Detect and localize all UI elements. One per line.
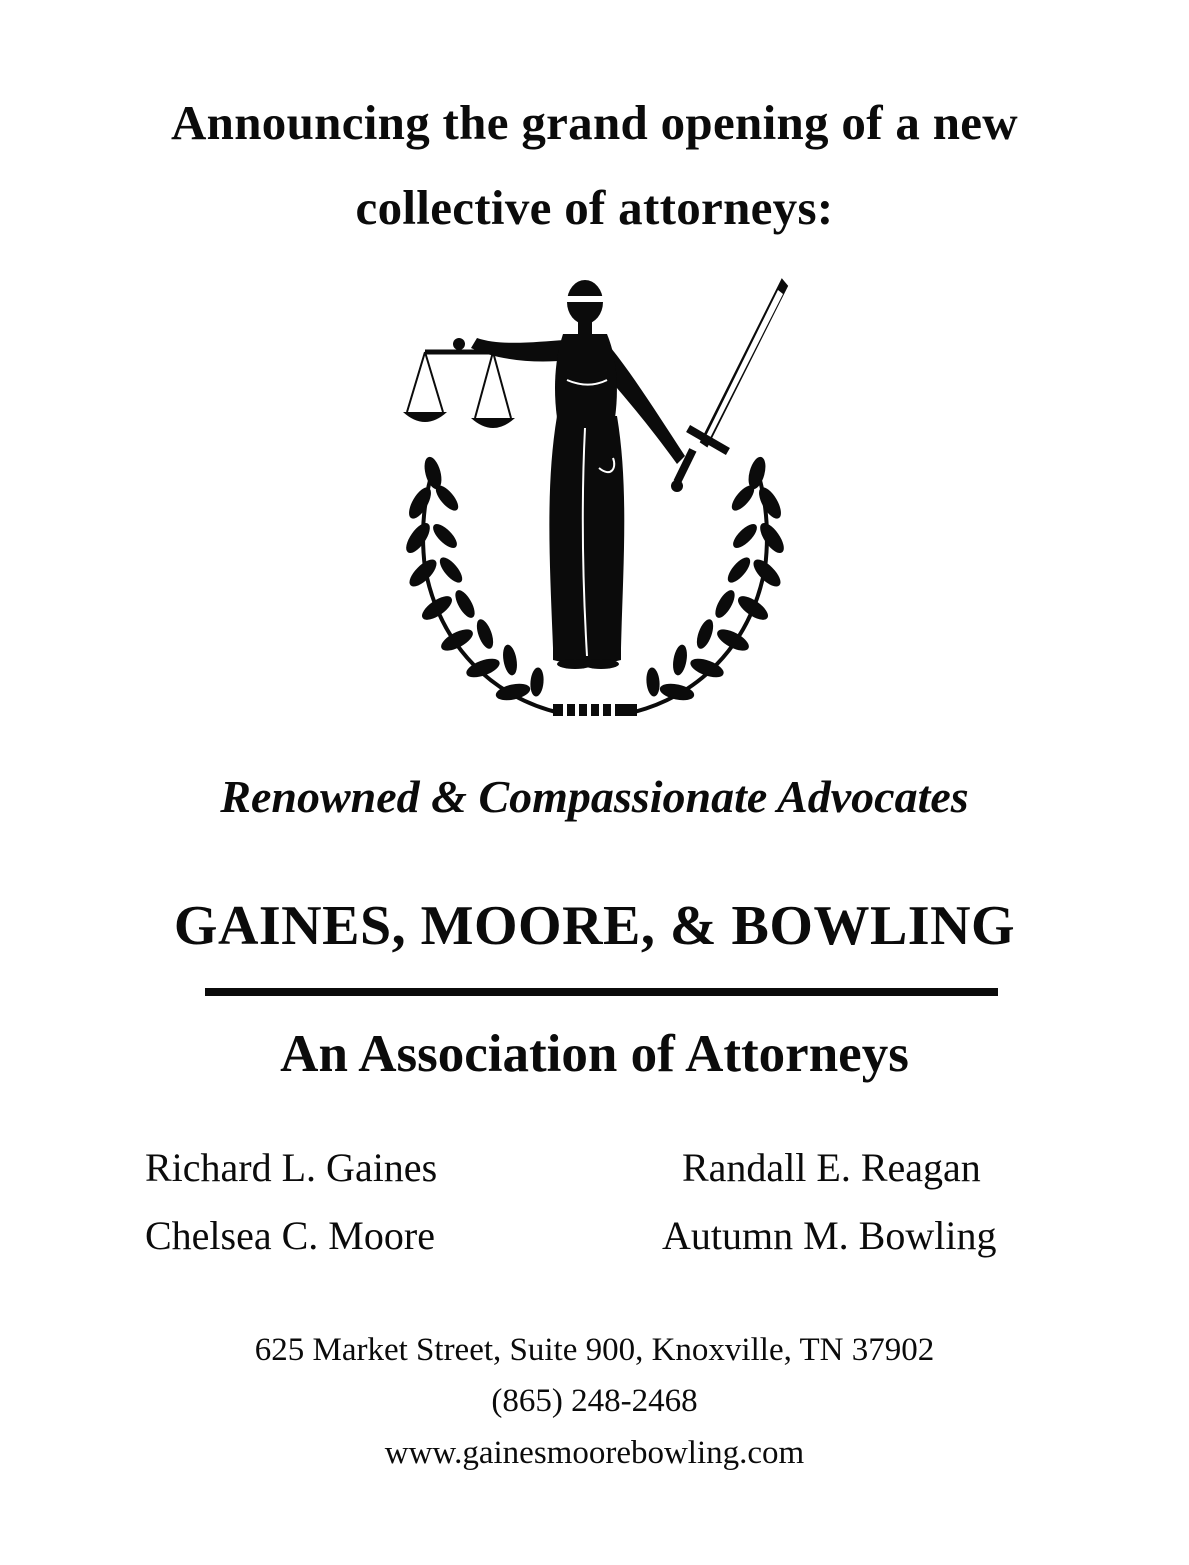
tagline: Renowned & Compassionate Advocates — [220, 771, 969, 822]
laurel-left-icon — [403, 456, 560, 713]
contact-address: 625 Market Street, Suite 900, Knoxville, TN 37902 — [254, 1332, 935, 1368]
headline-line-2: collective of attorneys: — [355, 180, 834, 235]
lady-justice-icon — [385, 268, 805, 728]
contact-phone: (865) 248-2468 — [491, 1383, 698, 1419]
firm-subtitle: An Association of Attorneys — [280, 1025, 909, 1083]
sword-icon — [671, 280, 787, 492]
attorney-name: Richard L. Gaines — [145, 1145, 438, 1190]
headline-line-1: Announcing the grand opening of a new — [171, 95, 1018, 150]
firm-name: GAINES, MOORE, & BOWLING — [173, 895, 1016, 957]
justice-figure-icon — [471, 280, 685, 669]
ribbon-tie-icon — [553, 700, 637, 720]
contact-website: www.gainesmoorebowling.com — [384, 1435, 805, 1471]
divider-rule — [205, 988, 998, 996]
laurel-right-icon — [630, 456, 787, 713]
attorney-name: Chelsea C. Moore — [145, 1213, 435, 1258]
attorney-name: Autumn M. Bowling — [662, 1213, 997, 1258]
attorney-name: Randall E. Reagan — [682, 1145, 981, 1190]
